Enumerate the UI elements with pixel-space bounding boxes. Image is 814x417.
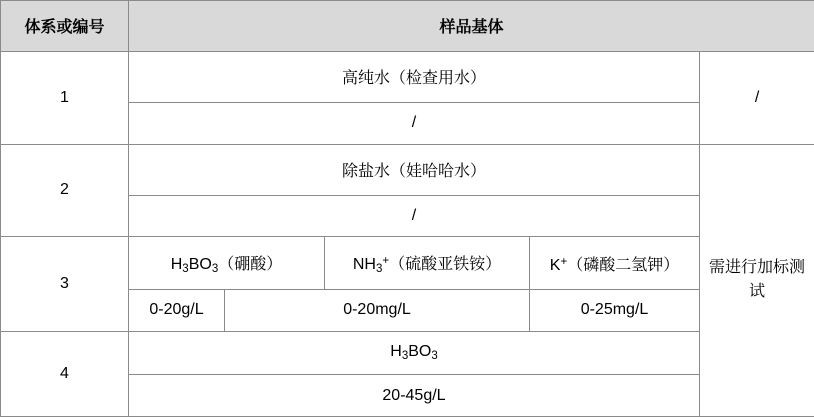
header-cell-matrix: 样品基体 <box>129 1 814 52</box>
row-4-matrix: $H_3BO_3$ <box>129 331 700 374</box>
table-row <box>1 237 814 290</box>
row-3-analyte-3-range: 0-25mg/L <box>530 289 700 331</box>
spike-test-note: 需进行加标测试 <box>700 144 814 416</box>
table-row <box>1 144 814 195</box>
table-row <box>1 51 814 102</box>
row-3-analyte-1-range: 0-20g/L <box>129 289 225 331</box>
row-id-3: 3 <box>1 237 129 331</box>
row-3-analyte-2-name: $NH_3^+$（硫酸亚铁铵） <box>325 237 530 290</box>
row-2-matrix: 除盐水（娃哈哈水） <box>129 144 700 195</box>
row-1-range: / <box>129 102 700 144</box>
row-id-1: 1 <box>1 51 129 144</box>
table-header-row <box>1 1 814 52</box>
table-row <box>1 331 814 374</box>
row-3-analyte-3-name: K+（磷酸二氢钾） <box>530 237 700 290</box>
row-id-4: 4 <box>1 331 129 416</box>
row-id-2: 2 <box>1 144 129 237</box>
row-3-analyte-2-range: 0-20mg/L <box>225 289 530 331</box>
row-1-note: / <box>700 51 814 144</box>
row-1-matrix: 高纯水（检查用水） <box>129 51 700 102</box>
row-3-analyte-1-name: $H_3BO_3$（硼酸） <box>129 237 325 290</box>
header-cell-id: 体系或编号 <box>1 1 129 52</box>
row-4-range: 20-45g/L <box>129 375 700 417</box>
row-2-range: / <box>129 195 700 237</box>
